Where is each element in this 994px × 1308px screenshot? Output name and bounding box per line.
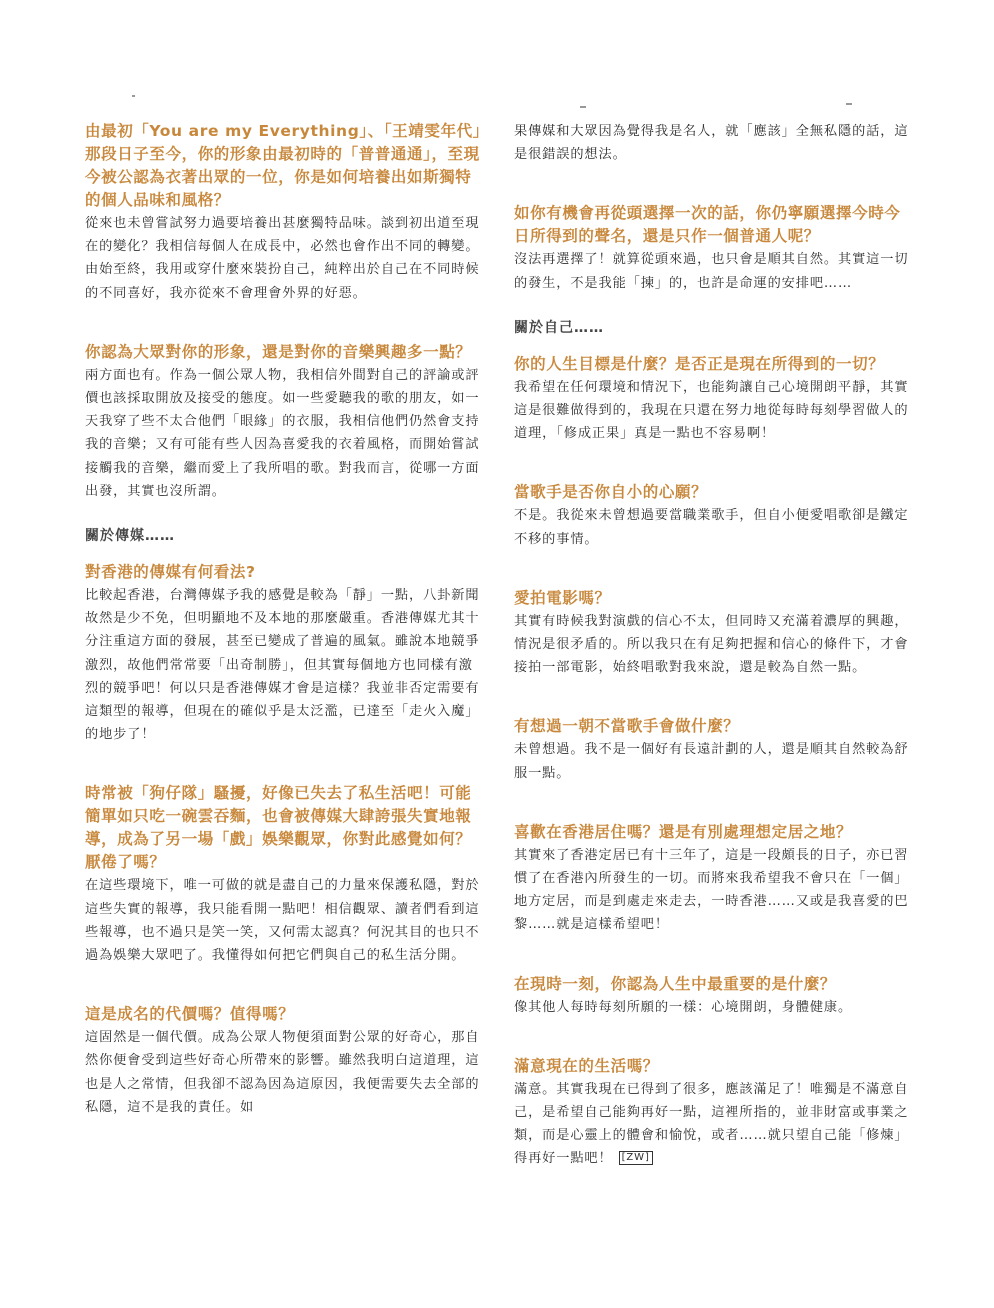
question-heading: 如你有機會再從頭選擇一次的話，你仍寧願選擇今時今日所得到的聲名，還是只作一個普通人呢？ — [514, 204, 901, 246]
question-heading: 滿意現在的生活嗎？ — [514, 1056, 659, 1075]
section-heading-media: 關於傳媒…… — [85, 528, 175, 545]
answer-text: 我希望在任何環境和情況下，也能夠讓自己心境開朗平靜，其實這是很難做得到的，我現在只還在努力地從每時每刻學習做人的道理，「修成正果」真是一點也不容易啊！ — [514, 379, 909, 442]
question-heading: 這是成名的代價嗎？值得嗎？ — [85, 1005, 295, 1024]
answer-body: 滿意。其實我現在已得到了很多，應該滿足了！唯獨是不滿意自己，是希望自己能夠再好一點，這裡所指的，並非財富或事業之類，而是心靈上的體會和愉悅，或者……就只望自己能「修煉」得再好一點吧！ — [514, 1081, 909, 1167]
question-heading: 當歌手是否你自小的心願？ — [514, 483, 708, 502]
answer-text: 未曾想過。我不是一個好有長遠計劃的人，還是順其自然較為舒服一點。 — [514, 742, 909, 781]
question-heading: 你的人生目標是什麼？是否正是現在所得到的一切？ — [514, 354, 885, 373]
answer-text: 在這些環境下，唯一可做的就是盡自己的力量來保護私隱，對於這些失實的報導，我只能看開一點吧！相信觀眾、讀者們看到這些報導，也不過只是笑一笑，又何需太認真？何況其目的也只不過為娛樂大眾吧了。我懂得如何把它們與自己的私生活分開。 — [85, 878, 480, 964]
answer-text: 從來也未曾嘗試努力過要培養出甚麼獨特品味。談到初出道至現在的變化？我相信每個人在成長中，必然也會作出不同的轉變。由始至終，我用或穿什麼來裝扮自己，純粹出於自己在不同時候的不同喜好，我亦從來不會理會外界的好惡。 — [85, 216, 480, 301]
answer-text: 像其他人每時每刻所願的一樣：心境開朗，身體健康。 — [514, 999, 853, 1015]
answer-text: 比較起香港，台灣傳媒予我的感覺是較為「靜」一點，八卦新聞故然是少不免，但明顯地不及本地的那麼嚴重。香港傳媒尤其十分注重這方面的發展，甚至已變成了普遍的風氣。雖說本地競爭激烈，故他們常常要「出奇制勝」，但其實每個地方也同樣有激烈的競爭吧！何以只是香港傳媒才會是這樣？我並非否定需要有這類型的報導，但現在的確似乎是太泛濫，已達至「走火入魔」的地步了！ — [85, 588, 480, 743]
answer-text: 其實有時候我對演戲的信心不太，但同時又充滿着濃厚的興趣，情況是很矛盾的。所以我只在有足夠把握和信心的條件下，才會接拍一部電影，始終唱歌對我來說，還是較為自然一點。 — [514, 613, 909, 676]
page-speck — [580, 106, 586, 108]
question-heading: 由最初「You are my Everything」、「王靖雯年代」那段日子至今，你的形象由最初時的「普普通通」，至現今被公認為衣著出眾的一位，你是如何培養出如斯獨特的個人品味和風格？ — [85, 122, 482, 209]
question-heading: 有想過一朝不當歌手會做什麼？ — [514, 717, 740, 736]
page-speck — [132, 95, 135, 97]
continued-answer-text: 果傳媒和大眾因為覺得我是名人，就「應該」全無私隱的話，這是很錯誤的想法。 — [514, 124, 909, 163]
page-speck — [846, 103, 852, 105]
section-heading-self: 關於自己…… — [514, 319, 604, 336]
left-column — [85, 120, 485, 1155]
question-heading: 你認為大眾對你的形象，還是對你的音樂興趣多一點？ — [85, 342, 472, 361]
question-heading: 在現時一刻，你認為人生中最重要的是什麼？ — [514, 974, 837, 993]
answer-text — [514, 1078, 914, 1171]
end-of-article-mark: [ZW] — [619, 1151, 653, 1165]
answer-text: 這固然是一個代價。成為公眾人物便須面對公眾的好奇心，那自然你便會受到這些好奇心所帶來的影響。雖然我明白這道理，這也是人之常情，但我卻不認為因為這原因，我便需要失去全部的私隱，這不是我的責任。如 — [85, 1030, 480, 1115]
right-column — [514, 120, 914, 1171]
question-heading: 愛拍電影嗎？ — [514, 588, 611, 607]
question-heading: 喜歡在香港居住嗎？還是有別處理想定居之地？ — [514, 822, 853, 841]
answer-text: 不是。我從來未曾想過要當職業歌手，但自小便愛唱歌卻是鐵定不移的事情。 — [514, 508, 909, 547]
answer-text: 沒法再選擇了！就算從頭來過，也只會是順其自然。其實這一切的發生，不是我能「揀」的，也許是命運的安排吧…… — [514, 252, 909, 291]
question-heading: 對香港的傳媒有何看法? — [85, 563, 256, 582]
answer-text: 兩方面也有。作為一個公眾人物，我相信外間對自己的評論或評價也該採取開放及接受的態度。如一些愛聽我的歌的朋友，如一天我穿了些不太合他們「眼緣」的衣服，我相信他們仍然會支持我的音樂；又有可能有些人因為喜愛我的衣着風格，而開始嘗試接觸我的音樂，繼而愛上了我所唱的歌。對我而言，從哪一方面出發，其實也沒所謂。 — [85, 367, 480, 499]
answer-text: 其實來了香港定居已有十三年了，這是一段頗長的日子，亦已習慣了在香港內所發生的一切。而將來我希望我不會只在「一個」地方定居，而是到處走來走去，一時香港……又或是我喜愛的巴黎……就是這樣希望吧！ — [514, 847, 909, 933]
question-heading: 時常被「狗仔隊」騷擾，好像已失去了私生活吧！可能簡單如只吃一碗雲吞麵，也會被傳媒大肆誇張失實地報導，成為了另一場「戲」娛樂觀眾，你對此感覺如何？厭倦了嗎？ — [85, 784, 472, 872]
